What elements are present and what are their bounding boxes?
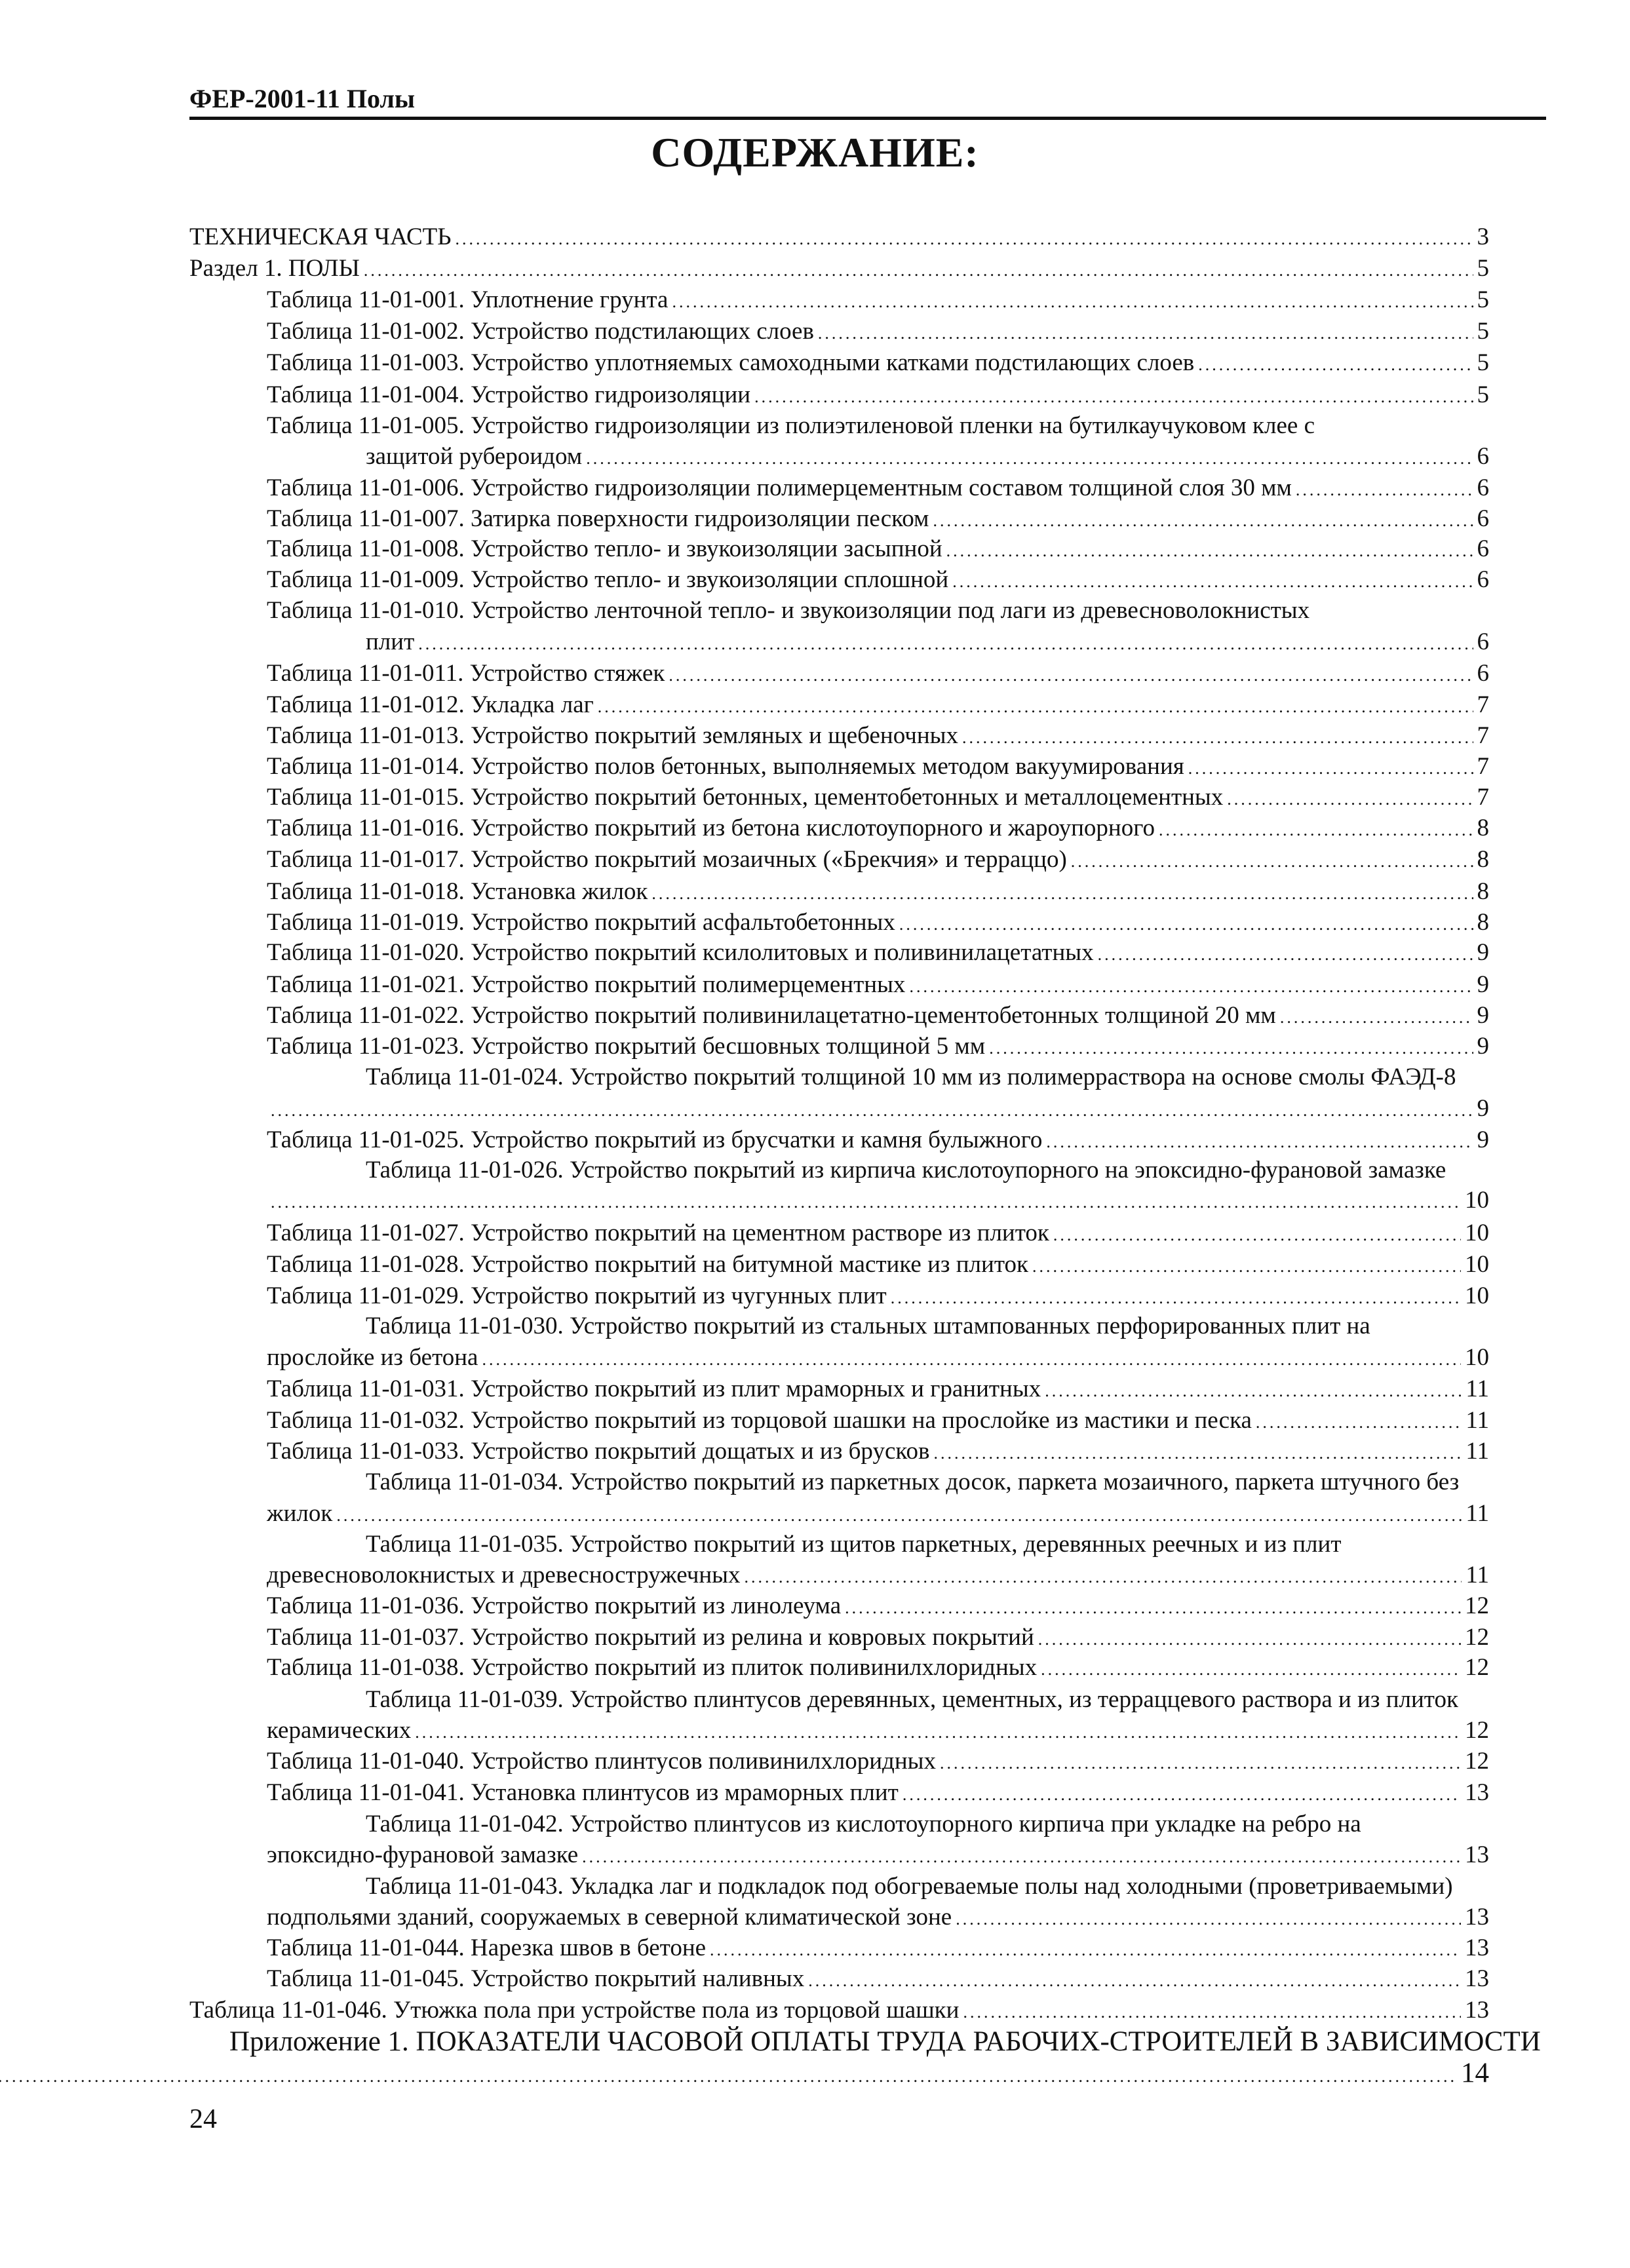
toc-entry[interactable] [267, 1965, 1489, 1993]
toc-entry[interactable] [267, 1778, 1489, 1807]
toc-entry[interactable] [366, 1156, 1489, 1185]
toc-entry[interactable] [267, 1250, 1489, 1279]
toc-leader-dots [669, 661, 1473, 690]
toc-entry-title: Таблица 11-01-022. Устройство покрытий поливинилацетатно-цементобетонных толщиной 20 мм [267, 1002, 1276, 1029]
toc-leader-dots [651, 879, 1473, 908]
toc-entry-title: Таблица 11-01-017. Устройство покрытий мозаичных («Брекчия» и терраццо) [267, 846, 1067, 873]
toc-entry[interactable] [267, 1001, 1489, 1030]
toc-page-number: 6 [1477, 474, 1489, 501]
toc-page-number: 9 [1477, 1002, 1489, 1029]
toc-page-number: 7 [1477, 753, 1489, 780]
toc-entry[interactable] [267, 1716, 1489, 1745]
toc-leader-dots [364, 256, 1473, 285]
header-title: ФЕР-2001-11 Полы [189, 84, 416, 113]
toc-page-number: 11 [1465, 1500, 1489, 1527]
toc-entry[interactable] [267, 1375, 1489, 1404]
toc-leader-dots [1041, 1655, 1461, 1684]
toc-page-number: 5 [1477, 255, 1489, 282]
toc-entry[interactable] [267, 535, 1489, 564]
toc-page-number: 8 [1477, 815, 1489, 841]
toc-leader-dots [808, 1967, 1461, 1995]
toc-leader-dots [672, 288, 1473, 317]
toc-entry[interactable] [366, 1468, 1489, 1497]
toc-entry[interactable] [267, 596, 1489, 625]
toc-entry[interactable] [267, 381, 1489, 410]
toc-leader-dots [899, 910, 1473, 939]
toc-page-number: 6 [1477, 628, 1489, 655]
toc-leader-dots [956, 1905, 1461, 1934]
toc-page-number: 5 [1477, 381, 1489, 408]
toc-entry[interactable] [267, 1653, 1489, 1682]
toc-leader-dots [455, 225, 1473, 254]
toc-entry-title: Таблица 11-01-005. Устройство гидроизоляции из полиэтиленовой пленки на бутилкаучуковом клее с [267, 412, 1315, 439]
toc-entry[interactable] [366, 442, 1489, 471]
toc-leader-dots [933, 1439, 1462, 1468]
toc-leader-dots [1098, 940, 1473, 969]
toc-entry[interactable] [267, 317, 1489, 346]
toc-page-number: 12 [1465, 1592, 1489, 1619]
toc-page-number: 6 [1477, 535, 1489, 562]
toc-entry[interactable] [189, 1996, 1489, 2025]
toc-page-number: 13 [1465, 1904, 1489, 1931]
toc-entry-title: Таблица 11-01-007. Затирка поверхности гидроизоляции песком [267, 505, 929, 532]
toc-leader-dots [940, 1749, 1461, 1778]
toc-entry[interactable] [267, 1282, 1489, 1311]
toc-entry-title: Раздел 1. ПОЛЫ [189, 255, 360, 282]
toc-leader-dots [1071, 847, 1473, 876]
toc-entry-title: эпоксидно-фурановой замазке [267, 1841, 579, 1868]
toc-entry[interactable] [366, 1312, 1489, 1341]
toc-entry[interactable] [267, 845, 1489, 874]
toc-entry-title: Таблица 11-01-030. Устройство покрытий из стальных штампованных перфорированных плит на [366, 1313, 1370, 1339]
toc-page-number: 9 [1477, 1095, 1489, 1122]
toc-entry[interactable] [267, 1032, 1489, 1061]
toc-page-number: 9 [1477, 1033, 1489, 1060]
toc-entry[interactable] [267, 1186, 1489, 1215]
toc-entry[interactable] [366, 1063, 1489, 1092]
toc-entry[interactable] [366, 1685, 1489, 1714]
toc-leader-dots [271, 1096, 1473, 1125]
toc-leader-dots [745, 1563, 1462, 1592]
toc-entry-title: Таблица 11-01-044. Нарезка швов в бетоне [267, 1934, 707, 1961]
toc-entry-title: Таблица 11-01-046. Утюжка пола при устройстве пола из торцовой шашки [189, 1997, 960, 2024]
toc-entry[interactable] [0, 2059, 1489, 2088]
toc-entry[interactable] [267, 474, 1489, 503]
toc-entry-title: Таблица 11-01-015. Устройство покрытий бетонных, цементобетонных и металлоцементных [267, 784, 1224, 811]
toc-entry-title: Таблица 11-01-012. Укладка лаг [267, 691, 594, 718]
toc-leader-dots [1188, 754, 1473, 783]
toc-page-number: 11 [1465, 1562, 1489, 1588]
toc-entry-title: Таблица 11-01-018. Установка жилок [267, 878, 648, 905]
toc-leader-dots [909, 972, 1473, 1001]
toc-entry[interactable] [267, 1903, 1489, 1932]
toc-entry-title: Таблица 11-01-027. Устройство покрытий на цементном растворе из плиток [267, 1220, 1049, 1246]
toc-entry-title: Таблица 11-01-008. Устройство тепло- и звукоизоляции засыпной [267, 535, 942, 562]
toc-entry[interactable] [267, 1094, 1489, 1123]
toc-leader-dots [818, 319, 1473, 348]
toc-entry-title: Таблица 11-01-029. Устройство покрытий из чугунных плит [267, 1282, 887, 1309]
toc-entry-title: Таблица 11-01-001. Уплотнение грунта [267, 286, 669, 313]
toc-entry[interactable] [229, 2026, 1541, 2057]
toc-entry[interactable] [267, 412, 1489, 440]
toc-leader-dots [598, 693, 1473, 721]
toc-page-number: 10 [1465, 1344, 1489, 1371]
toc-leader-dots [1159, 816, 1473, 845]
toc-leader-dots [1198, 351, 1473, 379]
toc-entry[interactable] [267, 1623, 1489, 1652]
toc-entry-title: Таблица 11-01-004. Устройство гидроизоляции [267, 381, 751, 408]
toc-page-number: 7 [1477, 784, 1489, 811]
toc-page-number: 3 [1477, 223, 1489, 250]
toc-entry[interactable] [267, 1126, 1489, 1155]
toc-entry[interactable] [267, 877, 1489, 906]
toc-leader-dots [946, 537, 1473, 566]
toc-entry[interactable] [366, 1810, 1489, 1839]
toc-page-number: 13 [1465, 1841, 1489, 1868]
toc-page-number: 12 [1465, 1717, 1489, 1744]
toc-entry[interactable] [267, 286, 1489, 315]
toc-leader-dots [1227, 785, 1473, 814]
toc-entry-title: Таблица 11-01-026. Устройство покрытий из кирпича кислотоупорного на эпоксидно-фурановой замазке [366, 1157, 1446, 1183]
toc-entry[interactable] [267, 1437, 1489, 1466]
toc-entry-title: Таблица 11-01-010. Устройство ленточной тепло- и звукоизоляции под лаги из древесноволокнистых [267, 597, 1310, 624]
toc-page-number: 14 [1461, 2058, 1489, 2088]
toc-page-number: 9 [1477, 939, 1489, 966]
toc-page-number: 11 [1465, 1407, 1489, 1434]
toc-page-number: 12 [1465, 1654, 1489, 1681]
toc-entry-title: Таблица 11-01-023. Устройство покрытий бесшовных толщиной 5 мм [267, 1033, 986, 1060]
page-title: СОДЕРЖАНИЕ: [651, 129, 979, 176]
toc-entry[interactable] [267, 971, 1489, 999]
toc-entry-title: Таблица 11-01-045. Устройство покрытий наливных [267, 1965, 805, 1992]
toc-page-number: 13 [1465, 1965, 1489, 1992]
toc-entry[interactable] [267, 1499, 1489, 1528]
toc-page-number: 6 [1477, 505, 1489, 532]
toc-entry-title: Таблица 11-01-006. Устройство гидроизоляции полимерцементным составом толщиной слоя 30 мм [267, 474, 1292, 501]
toc-leader-dots [1038, 1625, 1461, 1654]
toc-entry[interactable] [267, 659, 1489, 688]
toc-leader-dots [1053, 1221, 1461, 1250]
toc-leader-dots [989, 1034, 1473, 1063]
toc-entry[interactable] [267, 1219, 1489, 1248]
toc-leader-dots [845, 1594, 1461, 1623]
toc-entry-title: Таблица 11-01-035. Устройство покрытий из щитов паркетных, деревянных реечных и из плит [366, 1531, 1342, 1558]
toc-leader-dots [1296, 476, 1473, 505]
toc-entry[interactable] [267, 1934, 1489, 1963]
toc-page-number: 7 [1477, 691, 1489, 718]
toc-entry-title: прослойке из бетона [267, 1344, 478, 1371]
toc-entry-title: жилок [267, 1500, 333, 1527]
toc-leader-dots [1256, 1408, 1462, 1437]
toc-entry[interactable] [267, 783, 1489, 812]
toc-entry[interactable] [267, 1343, 1489, 1372]
toc-entry-title: Таблица 11-01-032. Устройство покрытий из торцовой шашки на прослойке из мастики и песка [267, 1407, 1252, 1434]
toc-leader-dots [482, 1345, 1461, 1374]
toc-page-number: 10 [1465, 1282, 1489, 1309]
toc-entry[interactable] [189, 223, 1489, 252]
toc-page-number: 11 [1465, 1438, 1489, 1465]
toc-leader-dots [962, 723, 1473, 752]
toc-entry-title: Таблица 11-01-038. Устройство покрытий из плиток поливинилхлоридных [267, 1654, 1038, 1681]
toc-leader-dots [418, 630, 1473, 659]
toc-leader-dots [891, 1284, 1461, 1313]
toc-page-number: 9 [1477, 1126, 1489, 1153]
toc-entry[interactable] [366, 1872, 1489, 1901]
running-header [189, 77, 1546, 120]
toc-page-number: 5 [1477, 349, 1489, 376]
toc-entry[interactable] [267, 814, 1489, 843]
toc-entry-title: защитой рубероидом [366, 443, 583, 470]
toc-leader-dots [336, 1501, 1462, 1530]
toc-entry-title: Таблица 11-01-031. Устройство покрытий из плит мраморных и гранитных [267, 1375, 1041, 1402]
toc-entry-title: Таблица 11-01-034. Устройство покрытий из паркетных досок, паркета мозаичного, паркета штучного без [366, 1469, 1460, 1495]
toc-entry-title: Таблица 11-01-041. Установка плинтусов из мраморных плит [267, 1779, 899, 1806]
toc-entry-title: Приложение 1. ПОКАЗАТЕЛИ ЧАСОВОЙ ОПЛАТЫ ТРУДА РАБОЧИХ-СТРОИТЕЛЕЙ В ЗАВИСИМОСТИ [229, 2026, 1541, 2057]
toc-entry-title: Таблица 11-01-011. Устройство стяжек [267, 660, 665, 687]
toc-page-number: 12 [1465, 1748, 1489, 1775]
toc-entry-title: Таблица 11-01-036. Устройство покрытий из линолеума [267, 1592, 842, 1619]
toc-leader-dots [586, 444, 1473, 473]
toc-entry-title: Таблица 11-01-002. Устройство подстилающих слоев [267, 318, 814, 345]
toc-page-number: 5 [1477, 318, 1489, 345]
toc-leader-dots [582, 1843, 1461, 1872]
toc-page-number: 10 [1465, 1220, 1489, 1246]
toc-page-number: 8 [1477, 846, 1489, 873]
toc-page-number: 10 [1465, 1187, 1489, 1214]
toc-entry-title: Таблица 11-01-009. Устройство тепло- и звукоизоляции сплошной [267, 566, 949, 593]
toc-entry[interactable] [267, 349, 1489, 377]
toc-leader-dots [415, 1718, 1461, 1747]
toc-entry[interactable] [267, 1592, 1489, 1621]
toc-page-number: 13 [1465, 1997, 1489, 2024]
toc-entry[interactable] [366, 628, 1489, 657]
toc-leader-dots [902, 1780, 1461, 1809]
toc-page-number: 6 [1477, 443, 1489, 470]
toc-entry[interactable] [267, 691, 1489, 720]
toc-entry[interactable] [267, 566, 1489, 594]
toc-leader-dots [271, 1188, 1461, 1217]
toc-page-number: 13 [1465, 1779, 1489, 1806]
toc-entry[interactable] [267, 1406, 1489, 1435]
toc-entry-title: плит [366, 628, 415, 655]
toc-entry-title: Таблица 11-01-039. Устройство плинтусов деревянных, цементных, из терраццевого раствора и из плиток [366, 1686, 1458, 1713]
toc-page-number: 6 [1477, 566, 1489, 593]
toc-page-number: 7 [1477, 722, 1489, 749]
toc-entry[interactable] [267, 908, 1489, 937]
toc-entry-title: Таблица 11-01-028. Устройство покрытий на битумной мастике из плиток [267, 1251, 1028, 1278]
toc-leader-dots [754, 383, 1473, 412]
toc-entry[interactable] [267, 1561, 1489, 1590]
toc-entry-title: Таблица 11-01-020. Устройство покрытий ксилолитовых и поливинилацетатных [267, 939, 1094, 966]
toc-entry-title: Таблица 11-01-014. Устройство полов бетонных, выполняемых методом вакуумирования [267, 753, 1184, 780]
toc-entry[interactable] [267, 1841, 1489, 1870]
toc-entry[interactable] [267, 505, 1489, 533]
toc-page-number: 8 [1477, 909, 1489, 936]
toc-leader-dots [1032, 1252, 1461, 1281]
toc-leader-dots [933, 507, 1473, 535]
toc-entry-title: Таблица 11-01-037. Устройство покрытий из релина и ковровых покрытий [267, 1624, 1034, 1651]
toc-entry-title: керамических [267, 1717, 412, 1744]
toc-leader-dots [1280, 1003, 1473, 1032]
toc-entry[interactable] [267, 938, 1489, 967]
toc-entry-title: Таблица 11-01-043. Укладка лаг и подкладок под обогреваемые полы над холодными (проветриваемыми) [366, 1873, 1453, 1900]
toc-page-number: 10 [1465, 1251, 1489, 1278]
toc-page-number: 6 [1477, 660, 1489, 687]
toc-entry-title: ТЕХНИЧЕСКАЯ ЧАСТЬ [189, 223, 452, 250]
toc-page-number: 11 [1465, 1375, 1489, 1402]
toc-entry-title: Таблица 11-01-016. Устройство покрытий из бетона кислотоупорного и жароупорного [267, 815, 1155, 841]
toc-entry[interactable] [366, 1530, 1489, 1559]
toc-entry[interactable] [267, 1747, 1489, 1776]
toc-entry[interactable] [267, 721, 1489, 750]
toc-leader-dots [1045, 1377, 1462, 1406]
toc-entry-title: Таблица 11-01-040. Устройство плинтусов поливинилхлоридных [267, 1748, 937, 1775]
toc-entry-title: Таблица 11-01-003. Устройство уплотняемых самоходными катками подстилающих слоев [267, 349, 1195, 376]
toc-entry-title: подпольями зданий, сооружаемых в северной климатической зоне [267, 1904, 952, 1931]
toc-page-number: 9 [1477, 971, 1489, 998]
toc-leader-dots [710, 1936, 1461, 1965]
toc-leader-dots [963, 1998, 1461, 2027]
toc-leader-dots [1046, 1128, 1473, 1157]
toc-entry-title: Таблица 11-01-042. Устройство плинтусов из кислотоупорного кирпича при укладке на ребро на [366, 1811, 1361, 1837]
toc-entry-title: Таблица 11-01-033. Устройство покрытий дощатых и из брусков [267, 1438, 930, 1465]
page-number: 24 [189, 2104, 217, 2134]
toc-leader-dots [952, 567, 1473, 596]
toc-page-number: 5 [1477, 286, 1489, 313]
toc-entry[interactable] [189, 254, 1489, 283]
toc-page-number: 8 [1477, 878, 1489, 905]
toc-page-number: 13 [1465, 1934, 1489, 1961]
toc-entry-title: Таблица 11-01-025. Устройство покрытий из брусчатки и камня булыжного [267, 1126, 1043, 1153]
toc-page-number: 12 [1465, 1624, 1489, 1651]
toc-entry-title: Таблица 11-01-024. Устройство покрытий толщиной 10 мм из полимерраствора на основе смолы ФАЭД-8 [366, 1064, 1456, 1090]
toc-entry[interactable] [267, 752, 1489, 781]
toc-entry-title: Таблица 11-01-019. Устройство покрытий асфальтобетонных [267, 909, 895, 936]
toc-entry-title: древесноволокнистых и древесностружечных [267, 1562, 741, 1588]
toc-entry-title: Таблица 11-01-021. Устройство покрытий полимерцементных [267, 971, 906, 998]
toc-leader-dots [0, 2062, 1457, 2091]
toc-entry-title: Таблица 11-01-013. Устройство покрытий земляных и щебеночных [267, 722, 959, 749]
